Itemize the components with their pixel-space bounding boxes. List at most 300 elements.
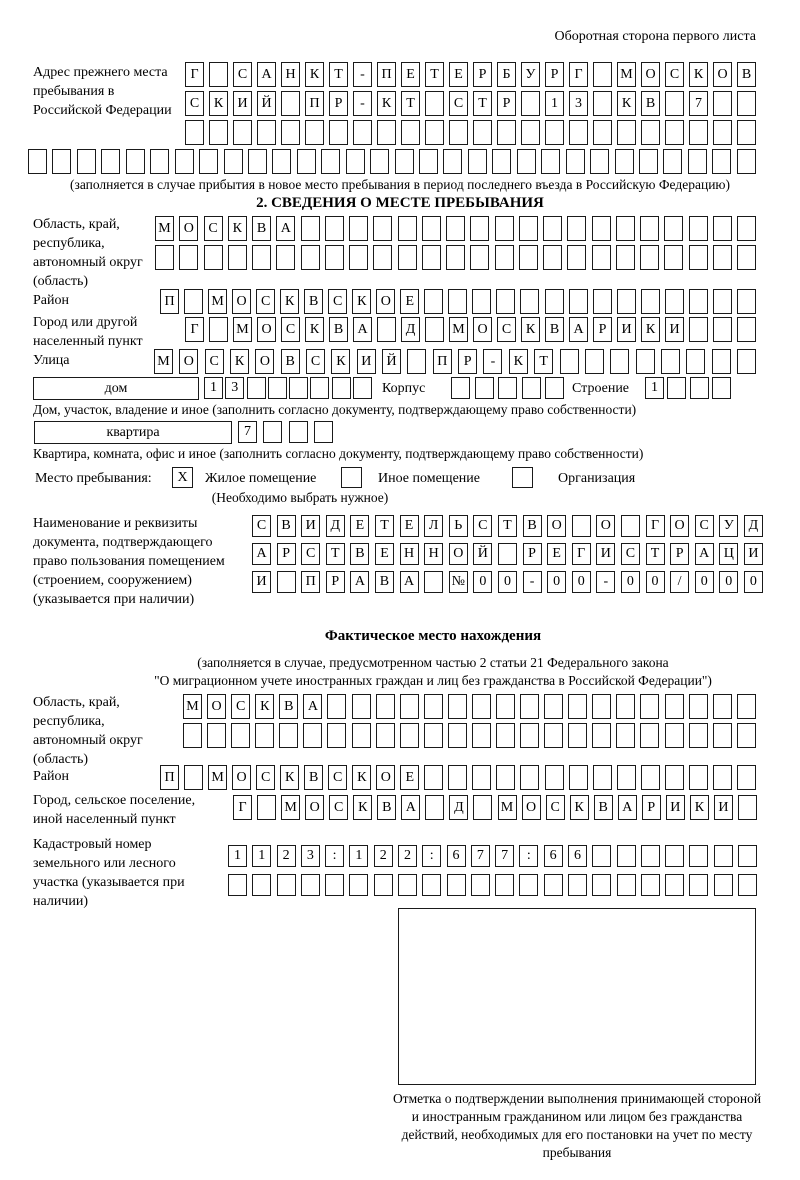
char-cell[interactable]: Т — [498, 515, 517, 537]
char-cell[interactable] — [713, 723, 732, 748]
char-cell[interactable]: - — [596, 571, 615, 593]
char-cell[interactable] — [664, 216, 683, 241]
char-cell[interactable]: Р — [326, 571, 345, 593]
char-cell[interactable] — [209, 120, 228, 145]
char-cell[interactable]: О — [179, 349, 198, 374]
char-cell[interactable]: К — [331, 349, 350, 374]
char-cell[interactable] — [277, 571, 296, 593]
prev-address-row-2[interactable] — [185, 91, 756, 116]
char-cell[interactable]: П — [305, 91, 324, 116]
char-cell[interactable] — [689, 845, 708, 867]
char-cell[interactable]: Д — [326, 515, 345, 537]
char-cell[interactable] — [473, 795, 492, 820]
char-cell[interactable]: Е — [400, 515, 419, 537]
char-cell[interactable] — [545, 377, 564, 399]
char-cell[interactable] — [568, 874, 587, 896]
char-cell[interactable] — [228, 245, 247, 270]
char-cell[interactable] — [199, 149, 218, 174]
char-cell[interactable] — [689, 120, 708, 145]
char-cell[interactable] — [688, 149, 707, 174]
char-cell[interactable] — [470, 245, 489, 270]
char-cell[interactable]: : — [422, 845, 441, 867]
char-cell[interactable]: С — [306, 349, 325, 374]
char-cell[interactable]: О — [547, 515, 566, 537]
char-cell[interactable]: А — [257, 62, 276, 87]
kvartira-cells[interactable] — [238, 421, 333, 443]
char-cell[interactable] — [713, 765, 732, 790]
prev-address-row-1[interactable] — [185, 62, 756, 87]
char-cell[interactable] — [690, 377, 709, 399]
char-cell[interactable] — [204, 245, 223, 270]
char-cell[interactable] — [738, 874, 757, 896]
char-cell[interactable]: К — [255, 694, 274, 719]
char-cell[interactable] — [661, 349, 680, 374]
char-cell[interactable] — [224, 149, 243, 174]
char-cell[interactable]: С — [233, 62, 252, 87]
char-cell[interactable] — [325, 216, 344, 241]
char-cell[interactable] — [665, 91, 684, 116]
char-cell[interactable]: М — [183, 694, 202, 719]
char-cell[interactable] — [446, 216, 465, 241]
char-cell[interactable]: А — [401, 795, 420, 820]
char-cell[interactable] — [289, 377, 308, 399]
char-cell[interactable] — [689, 245, 708, 270]
char-cell[interactable] — [281, 91, 300, 116]
char-cell[interactable] — [617, 874, 636, 896]
oblast-row-2[interactable] — [155, 245, 756, 270]
char-cell[interactable] — [713, 245, 732, 270]
char-cell[interactable] — [665, 723, 684, 748]
char-cell[interactable] — [376, 723, 395, 748]
checkbox-zhiloe[interactable]: X — [172, 467, 193, 488]
char-cell[interactable]: 7 — [471, 845, 490, 867]
char-cell[interactable]: Н — [424, 543, 443, 565]
char-cell[interactable] — [257, 120, 276, 145]
char-cell[interactable] — [472, 765, 491, 790]
char-cell[interactable] — [567, 216, 586, 241]
char-cell[interactable] — [543, 245, 562, 270]
char-cell[interactable]: 0 — [547, 571, 566, 593]
char-cell[interactable]: Е — [400, 765, 419, 790]
char-cell[interactable]: Р — [593, 317, 612, 342]
char-cell[interactable]: А — [303, 694, 322, 719]
char-cell[interactable]: Т — [425, 62, 444, 87]
char-cell[interactable] — [737, 317, 756, 342]
char-cell[interactable]: Р — [497, 91, 516, 116]
char-cell[interactable] — [349, 216, 368, 241]
char-cell[interactable]: 0 — [498, 571, 517, 593]
char-cell[interactable] — [424, 723, 443, 748]
char-cell[interactable]: С — [473, 515, 492, 537]
char-cell[interactable]: Т — [473, 91, 492, 116]
char-cell[interactable] — [496, 765, 515, 790]
char-cell[interactable] — [248, 149, 267, 174]
char-cell[interactable] — [373, 216, 392, 241]
kadastr-row-2[interactable] — [228, 874, 757, 896]
char-cell[interactable] — [568, 723, 587, 748]
char-cell[interactable]: / — [670, 571, 689, 593]
char-cell[interactable] — [231, 723, 250, 748]
char-cell[interactable] — [422, 216, 441, 241]
char-cell[interactable] — [422, 874, 441, 896]
char-cell[interactable] — [496, 289, 515, 314]
char-cell[interactable]: А — [569, 317, 588, 342]
char-cell[interactable] — [712, 377, 731, 399]
char-cell[interactable] — [712, 149, 731, 174]
char-cell[interactable]: К — [690, 795, 709, 820]
char-cell[interactable] — [279, 723, 298, 748]
char-cell[interactable] — [252, 874, 271, 896]
char-cell[interactable] — [209, 62, 228, 87]
char-cell[interactable] — [28, 149, 47, 174]
char-cell[interactable] — [150, 149, 169, 174]
char-cell[interactable]: К — [570, 795, 589, 820]
char-cell[interactable] — [737, 91, 756, 116]
char-cell[interactable]: О — [713, 62, 732, 87]
char-cell[interactable]: К — [352, 289, 371, 314]
char-cell[interactable]: К — [280, 765, 299, 790]
char-cell[interactable] — [640, 694, 659, 719]
char-cell[interactable] — [448, 289, 467, 314]
char-cell[interactable]: 7 — [495, 845, 514, 867]
char-cell[interactable] — [593, 91, 612, 116]
char-cell[interactable] — [621, 515, 640, 537]
char-cell[interactable] — [448, 723, 467, 748]
char-cell[interactable]: - — [523, 571, 542, 593]
char-cell[interactable] — [449, 120, 468, 145]
char-cell[interactable]: О — [522, 795, 541, 820]
char-cell[interactable]: П — [301, 571, 320, 593]
char-cell[interactable] — [425, 120, 444, 145]
char-cell[interactable] — [519, 245, 538, 270]
char-cell[interactable]: 0 — [744, 571, 763, 593]
char-cell[interactable] — [592, 874, 611, 896]
char-cell[interactable] — [346, 149, 365, 174]
char-cell[interactable]: К — [305, 62, 324, 87]
ulitsa-row[interactable] — [154, 349, 756, 374]
char-cell[interactable]: О — [596, 515, 615, 537]
char-cell[interactable] — [353, 120, 372, 145]
char-cell[interactable] — [496, 723, 515, 748]
char-cell[interactable]: М — [208, 765, 227, 790]
char-cell[interactable] — [276, 245, 295, 270]
char-cell[interactable]: О — [179, 216, 198, 241]
char-cell[interactable] — [569, 120, 588, 145]
char-cell[interactable]: К — [352, 765, 371, 790]
char-cell[interactable]: О — [207, 694, 226, 719]
char-cell[interactable] — [401, 120, 420, 145]
char-cell[interactable] — [495, 874, 514, 896]
char-cell[interactable] — [610, 349, 629, 374]
char-cell[interactable] — [277, 874, 296, 896]
char-cell[interactable] — [329, 120, 348, 145]
char-cell[interactable] — [689, 694, 708, 719]
char-cell[interactable]: О — [232, 289, 251, 314]
char-cell[interactable] — [395, 149, 414, 174]
char-cell[interactable]: К — [641, 317, 660, 342]
char-cell[interactable]: А — [695, 543, 714, 565]
char-cell[interactable] — [184, 765, 203, 790]
char-cell[interactable]: А — [400, 571, 419, 593]
char-cell[interactable] — [714, 874, 733, 896]
gorod-row[interactable] — [185, 317, 756, 342]
char-cell[interactable] — [665, 874, 684, 896]
char-cell[interactable]: С — [281, 317, 300, 342]
char-cell[interactable] — [640, 245, 659, 270]
char-cell[interactable] — [519, 874, 538, 896]
char-cell[interactable]: К — [353, 795, 372, 820]
char-cell[interactable]: М — [208, 289, 227, 314]
fact-gorod-row[interactable] — [233, 795, 757, 820]
char-cell[interactable] — [665, 765, 684, 790]
char-cell[interactable]: В — [641, 91, 660, 116]
char-cell[interactable] — [541, 149, 560, 174]
char-cell[interactable] — [738, 795, 757, 820]
char-cell[interactable] — [636, 349, 655, 374]
char-cell[interactable] — [297, 149, 316, 174]
char-cell[interactable] — [101, 149, 120, 174]
char-cell[interactable] — [593, 765, 612, 790]
char-cell[interactable] — [641, 765, 660, 790]
char-cell[interactable] — [321, 149, 340, 174]
char-cell[interactable]: М — [233, 317, 252, 342]
char-cell[interactable] — [472, 723, 491, 748]
char-cell[interactable] — [713, 120, 732, 145]
char-cell[interactable] — [352, 694, 371, 719]
char-cell[interactable]: С — [328, 289, 347, 314]
char-cell[interactable]: И — [744, 543, 763, 565]
char-cell[interactable]: О — [376, 765, 395, 790]
char-cell[interactable]: С — [695, 515, 714, 537]
char-cell[interactable] — [640, 723, 659, 748]
char-cell[interactable]: 0 — [646, 571, 665, 593]
char-cell[interactable]: И — [617, 317, 636, 342]
kvartira-box[interactable]: квартира — [34, 421, 232, 444]
char-cell[interactable] — [689, 216, 708, 241]
char-cell[interactable] — [424, 765, 443, 790]
char-cell[interactable]: О — [376, 289, 395, 314]
char-cell[interactable]: М — [154, 349, 173, 374]
char-cell[interactable]: 0 — [473, 571, 492, 593]
char-cell[interactable] — [593, 120, 612, 145]
char-cell[interactable] — [425, 317, 444, 342]
char-cell[interactable] — [641, 874, 660, 896]
char-cell[interactable]: 1 — [204, 377, 223, 399]
korpus-cells[interactable] — [451, 377, 564, 399]
char-cell[interactable] — [303, 723, 322, 748]
char-cell[interactable] — [472, 289, 491, 314]
char-cell[interactable]: О — [449, 543, 468, 565]
char-cell[interactable] — [451, 377, 470, 399]
char-cell[interactable] — [713, 317, 732, 342]
char-cell[interactable]: С — [546, 795, 565, 820]
char-cell[interactable]: Г — [233, 795, 252, 820]
char-cell[interactable] — [592, 694, 611, 719]
char-cell[interactable]: К — [230, 349, 249, 374]
char-cell[interactable]: 0 — [719, 571, 738, 593]
char-cell[interactable] — [560, 349, 579, 374]
char-cell[interactable] — [374, 874, 393, 896]
char-cell[interactable] — [737, 765, 756, 790]
char-cell[interactable]: Г — [569, 62, 588, 87]
char-cell[interactable]: Р — [545, 62, 564, 87]
char-cell[interactable] — [327, 694, 346, 719]
char-cell[interactable] — [268, 377, 287, 399]
char-cell[interactable] — [665, 120, 684, 145]
char-cell[interactable] — [263, 421, 282, 443]
fact-rayon-row[interactable] — [160, 765, 756, 790]
char-cell[interactable]: Е — [547, 543, 566, 565]
char-cell[interactable] — [517, 149, 536, 174]
char-cell[interactable] — [592, 723, 611, 748]
char-cell[interactable] — [544, 694, 563, 719]
char-cell[interactable] — [325, 874, 344, 896]
char-cell[interactable]: О — [232, 765, 251, 790]
char-cell[interactable] — [398, 245, 417, 270]
char-cell[interactable]: С — [665, 62, 684, 87]
char-cell[interactable] — [713, 216, 732, 241]
checkbox-organizatsiya[interactable] — [512, 467, 533, 488]
char-cell[interactable]: - — [353, 91, 372, 116]
char-cell[interactable] — [400, 723, 419, 748]
char-cell[interactable] — [425, 795, 444, 820]
char-cell[interactable] — [475, 377, 494, 399]
char-cell[interactable]: 6 — [568, 845, 587, 867]
char-cell[interactable]: Г — [185, 317, 204, 342]
char-cell[interactable]: В — [737, 62, 756, 87]
char-cell[interactable]: А — [618, 795, 637, 820]
char-cell[interactable] — [616, 216, 635, 241]
oblast-row-1[interactable] — [155, 216, 756, 241]
char-cell[interactable] — [520, 723, 539, 748]
checkbox-inoe[interactable] — [341, 467, 362, 488]
char-cell[interactable] — [473, 120, 492, 145]
char-cell[interactable]: В — [252, 216, 271, 241]
char-cell[interactable]: К — [617, 91, 636, 116]
char-cell[interactable] — [592, 245, 611, 270]
char-cell[interactable]: 3 — [301, 845, 320, 867]
char-cell[interactable] — [376, 694, 395, 719]
char-cell[interactable] — [209, 317, 228, 342]
fact-oblast-row-2[interactable] — [183, 723, 756, 748]
char-cell[interactable] — [641, 289, 660, 314]
char-cell[interactable] — [616, 723, 635, 748]
char-cell[interactable]: Г — [572, 543, 591, 565]
char-cell[interactable]: В — [304, 289, 323, 314]
char-cell[interactable]: Ц — [719, 543, 738, 565]
char-cell[interactable] — [519, 216, 538, 241]
char-cell[interactable]: С — [329, 795, 348, 820]
char-cell[interactable] — [353, 377, 372, 399]
char-cell[interactable] — [665, 694, 684, 719]
char-cell[interactable] — [175, 149, 194, 174]
char-cell[interactable]: С — [256, 765, 275, 790]
char-cell[interactable]: С — [497, 317, 516, 342]
char-cell[interactable]: 1 — [252, 845, 271, 867]
char-cell[interactable]: В — [304, 765, 323, 790]
char-cell[interactable] — [424, 289, 443, 314]
char-cell[interactable]: Т — [329, 62, 348, 87]
char-cell[interactable]: И — [252, 571, 271, 593]
char-cell[interactable] — [544, 723, 563, 748]
char-cell[interactable]: С — [256, 289, 275, 314]
char-cell[interactable] — [228, 874, 247, 896]
char-cell[interactable] — [641, 120, 660, 145]
char-cell[interactable]: В — [350, 543, 369, 565]
char-cell[interactable]: М — [617, 62, 636, 87]
char-cell[interactable] — [419, 149, 438, 174]
char-cell[interactable]: М — [155, 216, 174, 241]
char-cell[interactable] — [569, 765, 588, 790]
char-cell[interactable] — [377, 317, 396, 342]
char-cell[interactable]: В — [375, 571, 394, 593]
char-cell[interactable]: В — [594, 795, 613, 820]
char-cell[interactable] — [616, 245, 635, 270]
char-cell[interactable] — [712, 349, 731, 374]
char-cell[interactable]: 2 — [374, 845, 393, 867]
char-cell[interactable]: Ь — [449, 515, 468, 537]
char-cell[interactable]: С — [204, 216, 223, 241]
char-cell[interactable] — [349, 245, 368, 270]
char-cell[interactable] — [447, 874, 466, 896]
char-cell[interactable] — [448, 765, 467, 790]
char-cell[interactable]: В — [523, 515, 542, 537]
char-cell[interactable] — [737, 120, 756, 145]
char-cell[interactable]: С — [252, 515, 271, 537]
char-cell[interactable] — [545, 765, 564, 790]
char-cell[interactable]: С — [621, 543, 640, 565]
char-cell[interactable] — [663, 149, 682, 174]
char-cell[interactable] — [497, 120, 516, 145]
rayon-row[interactable] — [160, 289, 756, 314]
char-cell[interactable] — [301, 245, 320, 270]
char-cell[interactable] — [566, 149, 585, 174]
char-cell[interactable]: И — [666, 795, 685, 820]
char-cell[interactable]: О — [257, 317, 276, 342]
char-cell[interactable]: К — [509, 349, 528, 374]
dom-cells[interactable] — [204, 377, 372, 399]
char-cell[interactable] — [398, 874, 417, 896]
char-cell[interactable]: В — [281, 349, 300, 374]
char-cell[interactable] — [373, 245, 392, 270]
char-cell[interactable] — [398, 216, 417, 241]
char-cell[interactable] — [126, 149, 145, 174]
char-cell[interactable] — [495, 216, 514, 241]
char-cell[interactable] — [667, 377, 686, 399]
char-cell[interactable]: 7 — [689, 91, 708, 116]
char-cell[interactable] — [737, 723, 756, 748]
char-cell[interactable] — [590, 149, 609, 174]
char-cell[interactable] — [448, 694, 467, 719]
char-cell[interactable] — [407, 349, 426, 374]
char-cell[interactable]: С — [205, 349, 224, 374]
char-cell[interactable] — [689, 874, 708, 896]
char-cell[interactable]: Н — [281, 62, 300, 87]
kadastr-row-1[interactable] — [228, 845, 757, 867]
char-cell[interactable]: О — [473, 317, 492, 342]
char-cell[interactable]: В — [279, 694, 298, 719]
char-cell[interactable]: 3 — [225, 377, 244, 399]
char-cell[interactable]: К — [209, 91, 228, 116]
char-cell[interactable]: И — [596, 543, 615, 565]
char-cell[interactable] — [543, 216, 562, 241]
char-cell[interactable] — [352, 723, 371, 748]
char-cell[interactable] — [272, 149, 291, 174]
char-cell[interactable] — [332, 377, 351, 399]
char-cell[interactable] — [737, 289, 756, 314]
char-cell[interactable] — [305, 120, 324, 145]
char-cell[interactable] — [522, 377, 541, 399]
